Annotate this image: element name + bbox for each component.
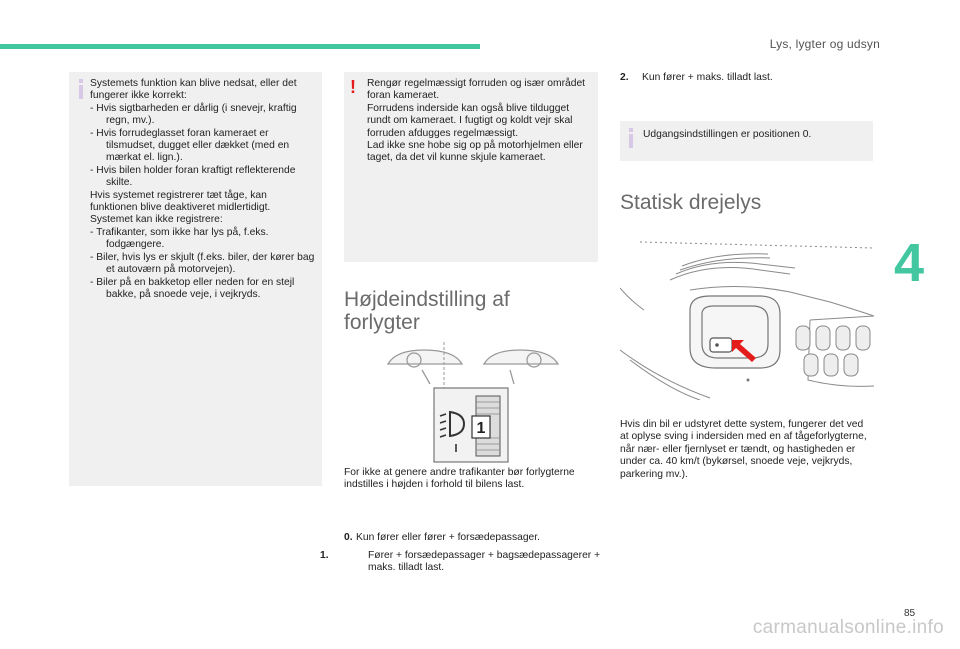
info-box-default-setting	[620, 121, 873, 161]
fog-lamp-housing	[690, 296, 780, 368]
info-bullet: - Biler på en bakketop eller neden for en stejl bakke, på snoede veje, i vejkryds.	[90, 276, 295, 300]
info-icon	[79, 79, 83, 83]
grille-slots	[796, 326, 870, 376]
info-bullet: - Hvis bilen holder foran kraftigt reflekterende skilte.	[90, 164, 296, 189]
info-bullet: - Hvis forrudeglasset foran kameraet er tilsmudset, dugget eller dækket (med en mærkat el. lign.).	[90, 127, 290, 164]
info-middle: Hvis systemet registrerer tæt tåge, kan funktionen blive deaktiveret midlertidigt.	[90, 189, 271, 214]
info-default-text: Udgangsindstillingen er positionen 0.	[643, 129, 812, 140]
warning-line: Rengør regelmæssigt forruden og især området foran kameraet.	[367, 78, 586, 102]
info-icon-bar	[629, 134, 633, 148]
warning-box	[344, 72, 598, 262]
info-bullet: - Biler, hvis lys er skjult (f.eks. biler, der kører bag et autoværn på motorvejen).	[90, 251, 315, 276]
item-number: 0.	[344, 532, 353, 543]
load-item-1	[320, 550, 608, 575]
item-number: 2.	[620, 72, 629, 83]
load-item-0	[344, 532, 598, 544]
headlight-adjust-illustration	[384, 340, 564, 466]
headlight-heading	[344, 288, 510, 334]
warning-line: Forrudens inderside kan også blive tildugget rundt om kameraet. I fugtigt og koldt vejr skal forruden afdugges regelmæssigt.	[367, 102, 573, 139]
cornering-lamp	[710, 338, 732, 352]
warning-icon: !	[350, 77, 356, 97]
page-number: 85	[904, 608, 916, 619]
cornering-light-illustration	[620, 240, 874, 400]
high-beam-icon	[484, 350, 558, 384]
info-bullet: - Hvis sigtbarheden er dårlig (i snevejr, kraftig regn, mv.).	[90, 102, 297, 127]
headlight-heading-line-1: Højdeindstilling af	[344, 288, 510, 311]
dial-value: 1	[476, 420, 486, 437]
chapter-number: 4	[894, 233, 925, 293]
static-light-paragraph: Hvis din bil er udstyret dette system, fungerer det ved at oplyse sving i indersiden med en af tågeforlygterne, når nær- eller fjernlyset er tændt, og hastigheden er under ca. 40 km/t (bykørsel, snoede veje, vejkryds, parkering mv.).	[620, 419, 867, 480]
headlight-heading-line-2: forlygter	[344, 311, 420, 334]
headlight-paragraph: For ikke at genere andre trafikanter bør forlygterne indstilles i højden i forhold til bilens last.	[344, 467, 575, 491]
warning-line: Lad ikke sne hobe sig op på motorhjelmen eller taget, da det vil kunne skjule kameraet.	[367, 140, 583, 164]
info-icon	[629, 128, 633, 132]
info-intro-2: Systemet kan ikke registrere:	[90, 214, 223, 226]
item-text: Kun fører + maks. tilladt last.	[642, 72, 773, 83]
top-accent-bar	[0, 44, 480, 49]
info-bullet: - Trafikanter, som ikke har lys på, f.eks. fodgængere.	[90, 226, 269, 251]
info-icon-bar	[79, 85, 83, 99]
item-text: Kun fører eller fører + forsædepassager.	[356, 532, 540, 543]
static-light-heading: Statisk drejelys	[620, 191, 762, 214]
info-intro: Systemets funktion kan blive nedsat, eller det fungerer ikke korrekt:	[90, 78, 297, 102]
section-title: Lys, lygter og udsyn	[769, 37, 880, 51]
info-box-limitations	[69, 72, 322, 486]
watermark: carmanualsonline.info	[752, 617, 944, 638]
low-beam-icon	[388, 350, 462, 384]
item-text: Fører + forsædepassager + bagsædepassagerer + maks. tilladt last.	[368, 550, 601, 574]
item-number: 1.	[320, 550, 329, 561]
load-item-2	[620, 72, 874, 84]
